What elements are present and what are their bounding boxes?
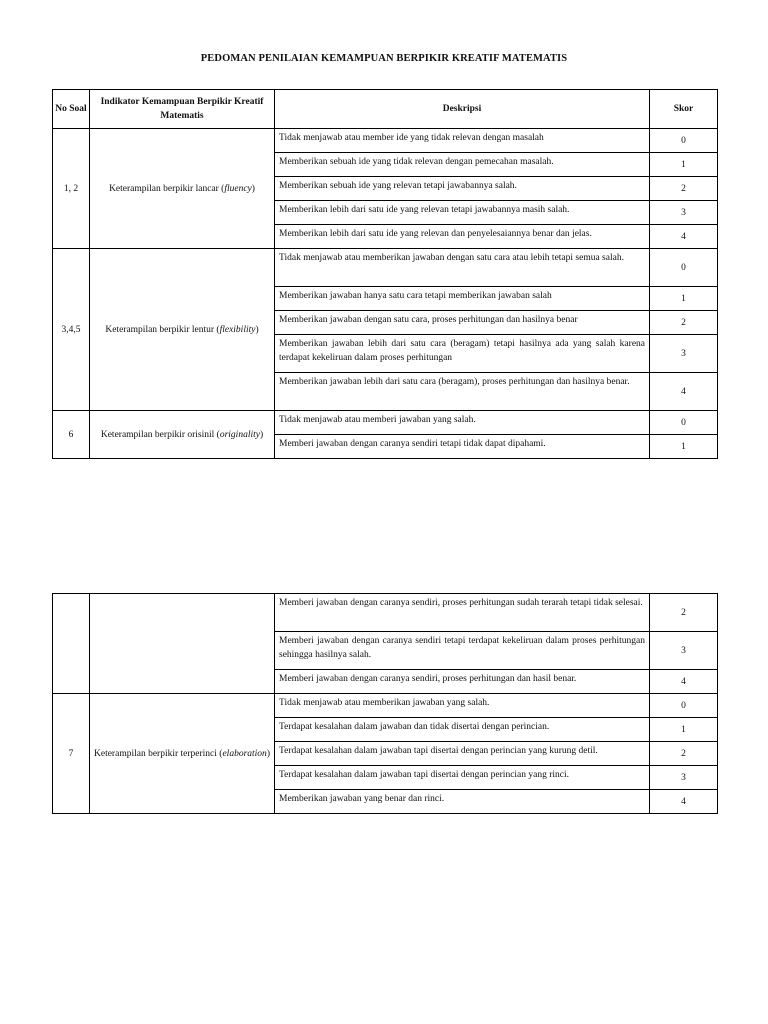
rubric-table-continued bbox=[52, 593, 718, 814]
indicator-cell: Keterampilan berpikir orisinil (originality) bbox=[90, 411, 275, 459]
score-cell: 0 bbox=[650, 411, 718, 435]
score-cell: 4 bbox=[650, 790, 718, 814]
score-cell: 0 bbox=[650, 129, 718, 153]
rubric-table bbox=[52, 89, 718, 459]
score-cell: 0 bbox=[650, 694, 718, 718]
question-number: 3,4,5 bbox=[53, 249, 90, 411]
question-number-empty bbox=[53, 594, 90, 694]
score-cell: 3 bbox=[650, 335, 718, 373]
score-cell: 3 bbox=[650, 201, 718, 225]
description-cell: Memberikan sebuah ide yang tidak relevan dengan pemecahan masalah. bbox=[275, 153, 650, 177]
description-cell: Tidak menjawab atau member ide yang tidak relevan dengan masalah bbox=[275, 129, 650, 153]
score-cell: 3 bbox=[650, 766, 718, 790]
score-cell: 0 bbox=[650, 249, 718, 287]
score-cell: 1 bbox=[650, 718, 718, 742]
table-row bbox=[53, 249, 718, 287]
table-header-row bbox=[53, 90, 718, 129]
description-cell: Tidak menjawab atau memberikan jawaban dengan satu cara atau lebih tetapi semua salah. bbox=[275, 249, 650, 287]
description-cell: Memberi jawaban dengan caranya sendiri tetapi tidak dapat dipahami. bbox=[275, 435, 650, 459]
description-cell: Memberikan jawaban lebih dari satu cara (beragam), proses perhitungan dan hasilnya benar. bbox=[275, 373, 650, 411]
header-skor: Skor bbox=[650, 90, 718, 129]
score-cell: 3 bbox=[650, 632, 718, 670]
indicator-cell: Keterampilan berpikir lentur (flexibility) bbox=[90, 249, 275, 411]
score-cell: 1 bbox=[650, 287, 718, 311]
description-cell: Memberi jawaban dengan caranya sendiri, proses perhitungan sudah terarah tetapi tidak selesai. bbox=[275, 594, 650, 632]
table-row bbox=[53, 411, 718, 435]
score-cell: 2 bbox=[650, 177, 718, 201]
table-row bbox=[53, 129, 718, 153]
description-cell: Tidak menjawab atau memberi jawaban yang salah. bbox=[275, 411, 650, 435]
score-cell: 1 bbox=[650, 153, 718, 177]
score-cell: 2 bbox=[650, 742, 718, 766]
description-cell: Memberikan jawaban lebih dari satu cara (beragam) tetapi hasilnya ada yang salah karena terdapat kekeliruan dalam proses perhitungan bbox=[275, 335, 650, 373]
table-row bbox=[53, 594, 718, 632]
header-indikator: Indikator Kemampuan Berpikir Kreatif Matematis bbox=[90, 90, 275, 129]
question-number: 6 bbox=[53, 411, 90, 459]
header-no-soal: No Soal bbox=[53, 90, 90, 129]
header-deskripsi: Deskripsi bbox=[275, 90, 650, 129]
score-cell: 4 bbox=[650, 225, 718, 249]
score-cell: 2 bbox=[650, 311, 718, 335]
table-row bbox=[53, 694, 718, 718]
indicator-cell: Keterampilan berpikir terperinci (elaboration) bbox=[90, 694, 275, 814]
description-cell: Terdapat kesalahan dalam jawaban dan tidak disertai dengan perincian. bbox=[275, 718, 650, 742]
description-cell: Tidak menjawab atau memberikan jawaban yang salah. bbox=[275, 694, 650, 718]
description-cell: Memberikan lebih dari satu ide yang relevan dan penyelesaiannya benar dan jelas. bbox=[275, 225, 650, 249]
description-cell: Memberi jawaban dengan caranya sendiri, proses perhitungan dan hasil benar. bbox=[275, 670, 650, 694]
description-cell: Memberikan lebih dari satu ide yang relevan tetapi jawabannya masih salah. bbox=[275, 201, 650, 225]
description-cell: Terdapat kesalahan dalam jawaban tapi disertai dengan perincian yang rinci. bbox=[275, 766, 650, 790]
description-cell: Memberikan jawaban hanya satu cara tetapi memberikan jawaban salah bbox=[275, 287, 650, 311]
description-cell: Memberikan jawaban yang benar dan rinci. bbox=[275, 790, 650, 814]
score-cell: 2 bbox=[650, 594, 718, 632]
question-number: 1, 2 bbox=[53, 129, 90, 249]
score-cell: 4 bbox=[650, 670, 718, 694]
description-cell: Terdapat kesalahan dalam jawaban tapi disertai dengan perincian yang kurung detil. bbox=[275, 742, 650, 766]
description-cell: Memberi jawaban dengan caranya sendiri tetapi terdapat kekeliruan dalam proses perhitungan sehingga hasilnya salah. bbox=[275, 632, 650, 670]
description-cell: Memberikan sebuah ide yang relevan tetapi jawabannya salah. bbox=[275, 177, 650, 201]
document-title: PEDOMAN PENILAIAN KEMAMPUAN BERPIKIR KREATIF MATEMATIS bbox=[200, 53, 568, 64]
score-cell: 1 bbox=[650, 435, 718, 459]
question-number: 7 bbox=[53, 694, 90, 814]
indicator-cell-empty bbox=[90, 594, 275, 694]
indicator-cell: Keterampilan berpikir lancar (fluency) bbox=[90, 129, 275, 249]
description-cell: Memberikan jawaban dengan satu cara, proses perhitungan dan hasilnya benar bbox=[275, 311, 650, 335]
score-cell: 4 bbox=[650, 373, 718, 411]
